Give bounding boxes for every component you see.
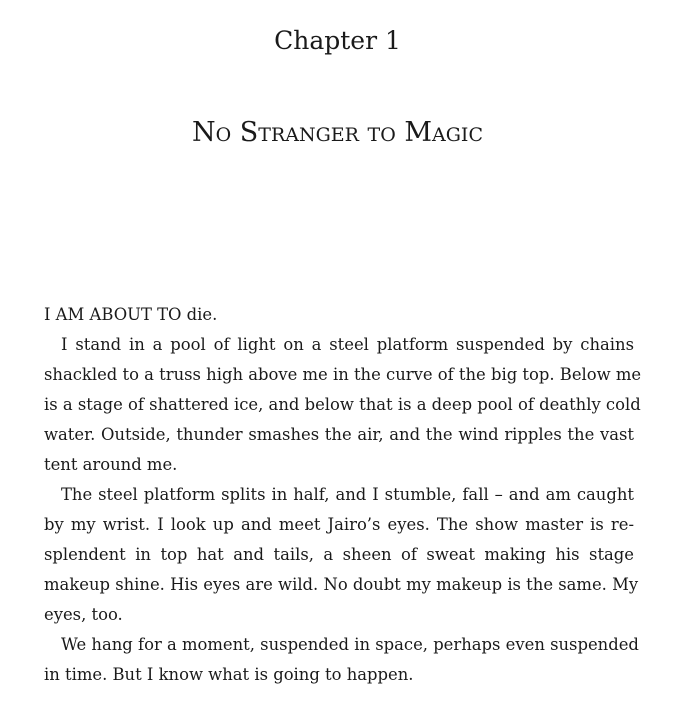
text-line: in time. But I know what is going to happen. [44, 665, 414, 684]
text-line: water. Outside, thunder smashes the air, and the wind ripples the vast [44, 425, 634, 444]
text-line: by my wrist. I look up and meet Jairo’s eyes. The show master is re- [44, 515, 634, 534]
opening-text: I AM ABOUT TO die. [44, 305, 218, 324]
chapter-title: No Stranger to Magic [192, 117, 483, 148]
text-line: tent around me. [44, 455, 178, 474]
text-line: We hang for a moment, suspended in space, perhaps even suspended [61, 635, 639, 654]
text-line: The steel platform splits in half, and I stumble, fall – and am caught [61, 485, 634, 504]
text-line: splendent in top hat and tails, a sheen of sweat making his stage [44, 545, 634, 564]
chapter-label: Chapter 1 [274, 26, 401, 55]
text-line: makeup shine. His eyes are wild. No doubt my makeup is the same. My [44, 575, 639, 594]
text-line: shackled to a truss high above me in the curve of the big top. Below me [44, 365, 642, 384]
text-line: is a stage of shattered ice, and below that is a deep pool of deathly cold [44, 395, 641, 414]
paragraph-1 [44, 330, 642, 480]
chapter-body [44, 300, 642, 690]
text-line: eyes, too. [44, 605, 123, 624]
paragraph-3 [44, 630, 639, 690]
opening-line [44, 300, 634, 330]
paragraph-2 [44, 480, 639, 630]
text-line: I stand in a pool of light on a steel platform suspended by chains [61, 335, 634, 354]
